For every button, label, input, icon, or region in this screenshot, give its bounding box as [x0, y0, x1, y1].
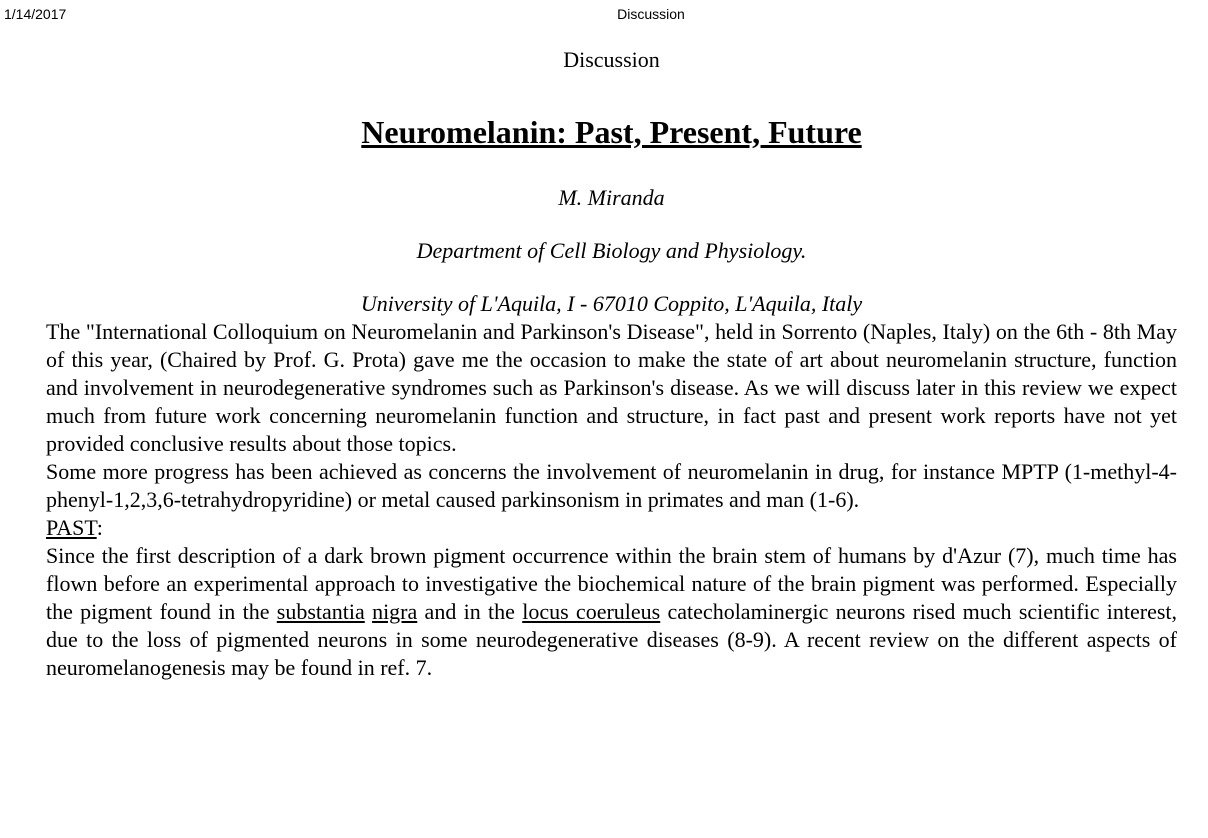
past-colon: : [96, 515, 103, 540]
document-body [46, 44, 1177, 682]
print-header [0, 4, 1208, 24]
locus-coeruleus-link[interactable]: locus coeruleus [522, 599, 661, 624]
past-text-part1: Since the first description of a dark brown pigment occurrence within the brain stem of humans by d'Azur (7), much time has flown before an experimental approach to investigative the biochemical nature of the brain pigment was performed. Especially the pigment found in the [46, 543, 1177, 624]
substantia-link[interactable]: substantia [276, 599, 365, 624]
author-name: M. Miranda [558, 185, 665, 210]
intro-paragraph: The "International Colloquium on Neuromelanin and Parkinson's Disease", held in Sorrento (Naples, Italy) on the 6th - 8th May of this year, (Chaired by Prof. G. Prota) gave me the occasion to make the state of art about neuromelanin structure, function and involvement in neurodegenerative syndromes such as Parkinson's disease. As we will discuss later in this review we expect much from future work concerning neuromelanin function and structure, in fact past and present work reports have not yet provided conclusive results about those topics. [46, 319, 1177, 456]
past-label: PAST [46, 515, 97, 540]
progress-paragraph: Some more progress has been achieved as concerns the involvement of neuromelanin in drug, for instance MPTP (1-methyl-4-phenyl-1,2,3,6-tetrahydropyridine) or metal caused parkinsonism in primates and man (1-6). [46, 459, 1177, 512]
article-title: Neuromelanin: Past, Present, Future [361, 114, 862, 150]
past-text-part2: and in the [417, 599, 523, 624]
print-date: 1/14/2017 [4, 6, 67, 22]
past-text-part3: catecholaminergic neurons rised much scientific interest, due to the loss of pigmented neurons in some neurodegenerative diseases (8-9). A recent review on the different aspects of neuromelanogenesis may be found in ref. 7. [46, 599, 1178, 680]
nigra-link[interactable]: nigra [372, 599, 418, 624]
space-text [365, 599, 372, 624]
university-affiliation: University of L'Aquila, I - 67010 Coppito, L'Aquila, Italy [360, 291, 863, 316]
past-paragraph [46, 542, 1177, 682]
print-title: Discussion [617, 6, 685, 22]
past-section-heading [46, 514, 1177, 542]
department-affiliation: Department of Cell Biology and Physiology. [416, 238, 807, 263]
page-heading: Discussion [563, 47, 660, 72]
